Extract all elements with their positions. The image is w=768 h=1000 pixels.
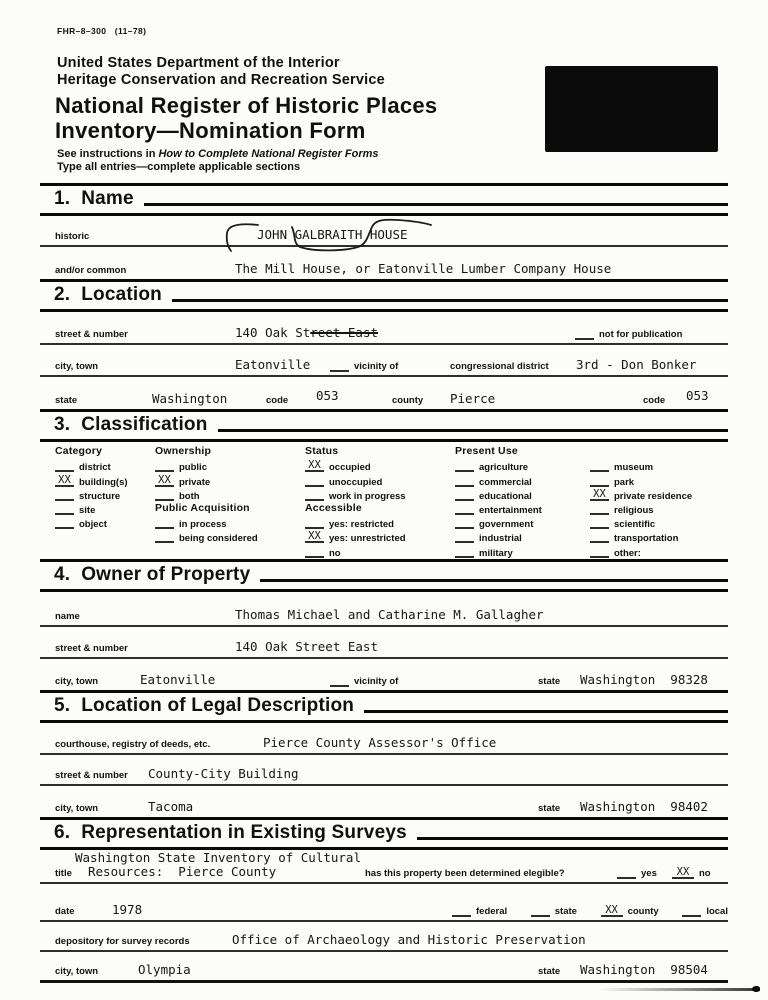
- checkbox-blank: [305, 499, 324, 501]
- owner-state-value: Washington 98328: [580, 672, 708, 687]
- checkbox-blank: [455, 527, 474, 529]
- owner-name-row: [40, 592, 728, 627]
- not-for-publication-option: [575, 329, 682, 340]
- checkbox-blank: [305, 527, 324, 529]
- survey-state-label: state: [538, 966, 561, 977]
- redacted-stamp-box: [545, 66, 718, 152]
- checklist-item-scientific: scientific: [590, 516, 692, 530]
- survey-date-value: 1978: [112, 902, 143, 917]
- eligible-yes-option: [617, 868, 657, 879]
- checkbox-blank: [455, 470, 474, 472]
- checklist-item-private: XX private: [155, 473, 258, 487]
- owner-street-value: 140 Oak Street East: [235, 639, 378, 654]
- county-label: county: [392, 395, 424, 406]
- checkbox-blank: [590, 556, 609, 558]
- checkbox-blank: [55, 527, 74, 529]
- eligible-no-option: [672, 868, 711, 879]
- street-number-value: 140 Oak Street East: [235, 325, 378, 340]
- survey-level-options: [452, 906, 728, 917]
- checkbox-blank: [155, 527, 174, 529]
- section-6-header: [40, 817, 728, 850]
- eligible-no-label: no: [699, 868, 711, 879]
- checkbox-blank: [590, 513, 609, 515]
- instructions-line-1: [57, 148, 379, 160]
- courthouse-row: [40, 723, 728, 755]
- federal-label: federal: [476, 906, 508, 917]
- owner-vicinity-option: [330, 676, 398, 687]
- checklist-item-religious: religious: [590, 502, 692, 516]
- owner-name-label: name: [55, 611, 80, 622]
- status-column: [305, 445, 406, 559]
- checklist-item-transportation: transportation: [590, 530, 692, 544]
- instructions-line-2: Type all entries—complete applicable sections: [57, 161, 301, 173]
- section-6-title: 6. Representation in Existing Surveys: [54, 822, 407, 843]
- heading-rule: [144, 203, 728, 206]
- checkbox-blank: [305, 556, 324, 558]
- checkbox-blank: [330, 370, 349, 372]
- checkbox-blank: [455, 541, 474, 543]
- survey-city-value: Olympia: [138, 962, 191, 977]
- legal-city-value: Tacoma: [148, 799, 194, 814]
- checklist-item-both: both: [155, 488, 258, 502]
- owner-street-row: [40, 627, 728, 659]
- city-town-value: Eatonville: [235, 357, 311, 372]
- county-value: Pierce: [450, 391, 496, 406]
- checkbox-blank: XX: [672, 868, 694, 879]
- checklist-item-unoccupied: unoccupied: [305, 473, 406, 487]
- checklist-item-object: object: [55, 516, 128, 530]
- instructions-manual-title: How to Complete National Register Forms: [158, 148, 379, 160]
- section-4-title: 4. Owner of Property: [54, 564, 251, 585]
- checklist-item-government: government: [455, 516, 542, 530]
- checklist-item-occupied: XX occupied: [305, 459, 406, 473]
- not-for-publication-label: not for publication: [599, 329, 683, 340]
- owner-name-value: Thomas Michael and Catharine M. Gallagher: [235, 607, 544, 622]
- department-line-2: Heritage Conservation and Recreation Service: [57, 72, 385, 88]
- owner-vicinity-label: vicinity of: [354, 676, 399, 687]
- depository-value: Office of Archaeology and Historic Preservation: [232, 932, 586, 947]
- federal-option: [452, 906, 507, 917]
- depository-row: [40, 922, 728, 952]
- checklist-item-yes-unrestricted: XX yes: unrestricted: [305, 530, 406, 544]
- state-code-value: 053: [316, 388, 339, 403]
- present-use-column-1: [455, 445, 542, 559]
- form-title-line-1: National Register of Historic Places: [55, 93, 438, 118]
- common-name-row: [40, 247, 728, 279]
- checklist-item-entertainment: entertainment: [455, 502, 542, 516]
- checklist-item-other: other:: [590, 544, 692, 558]
- congressional-district-value: 3rd - Don Bonker: [576, 357, 697, 372]
- checklist-item-agriculture: agriculture: [455, 459, 542, 473]
- section-2-header: [40, 279, 728, 312]
- checklist-item-district: district: [55, 459, 128, 473]
- section-3-header: [40, 409, 728, 442]
- owner-state-label: state: [538, 676, 561, 687]
- common-name-label: and/or common: [55, 265, 127, 276]
- heading-rule: [364, 710, 728, 713]
- checklist-item-park: park: [590, 473, 692, 487]
- checkbox-blank: XX: [55, 476, 74, 487]
- street-number-row: [40, 312, 728, 345]
- checklist-item-industrial: industrial: [455, 530, 542, 544]
- checkbox-blank: [55, 470, 74, 472]
- classification-grid: [40, 442, 728, 559]
- vicinity-option: [330, 361, 398, 372]
- street-number-label: street & number: [55, 329, 128, 340]
- state-label: state: [55, 395, 78, 406]
- state-value: Washington: [152, 391, 228, 406]
- checkbox-blank: [155, 470, 174, 472]
- survey-date-row: [40, 884, 728, 922]
- section-1-title: 1. Name: [54, 188, 134, 209]
- owner-city-row: [40, 659, 728, 690]
- category-header: Category: [55, 445, 103, 457]
- survey-title-label: title: [55, 868, 72, 879]
- state-option: [531, 906, 577, 917]
- checkbox-blank: [617, 877, 636, 879]
- checkbox-blank: [155, 499, 174, 501]
- checkbox-blank: [452, 915, 471, 917]
- legal-city-row: [40, 786, 728, 817]
- state-county-row: [40, 377, 728, 409]
- depository-label: depository for survey records: [55, 936, 190, 947]
- checkbox-blank: XX: [155, 476, 174, 487]
- historic-value: JOHN GALBRAITH HOUSE: [257, 227, 408, 242]
- local-option-label: local: [706, 906, 728, 917]
- checkbox-blank: [330, 685, 349, 687]
- public-acquisition-header: Public Acquisition: [155, 501, 250, 514]
- local-option: [682, 906, 728, 917]
- checkbox-blank: [575, 338, 594, 340]
- form-body: [40, 183, 728, 983]
- city-town-row: [40, 345, 728, 377]
- checklist-item-museum: museum: [590, 459, 692, 473]
- vicinity-label: vicinity of: [354, 361, 399, 372]
- checklist-item-military: military: [455, 544, 542, 558]
- legal-state-value: Washington 98402: [580, 799, 708, 814]
- courthouse-label: courthouse, registry of deeds, etc.: [55, 739, 211, 750]
- present-use-header: Present Use: [455, 445, 518, 457]
- checklist-item-work-in-progress: work in progress: [305, 488, 406, 502]
- checklist-item-educational: educational: [455, 488, 542, 502]
- form-title-line-2: Inventory—Nomination Form: [55, 118, 366, 143]
- instructions-prefix: See instructions in: [57, 148, 159, 160]
- historic-name-row: [40, 216, 728, 247]
- county-code-label: code: [643, 395, 666, 406]
- checklist-item-private-residence: XX private residence: [590, 488, 692, 502]
- checkbox-blank: [590, 470, 609, 472]
- checkbox-blank: [531, 915, 550, 917]
- courthouse-value: Pierce County Assessor's Office: [263, 735, 497, 750]
- section-3-title: 3. Classification: [54, 414, 208, 435]
- section-5-title: 5. Location of Legal Description: [54, 695, 355, 716]
- survey-title-value-line-2: Resources: Pierce County: [88, 864, 277, 879]
- congressional-district-label: congressional district: [450, 361, 549, 372]
- eligible-yes-label: yes: [641, 868, 657, 879]
- heading-rule: [172, 299, 728, 302]
- checkbox-blank: [590, 541, 609, 543]
- survey-city-row: [40, 952, 728, 983]
- present-use-column-2: [590, 445, 692, 559]
- checklist-item-commercial: commercial: [455, 473, 542, 487]
- checkbox-blank: [455, 556, 474, 558]
- category-column: [55, 445, 128, 530]
- checkbox-blank: [55, 499, 74, 501]
- checkbox-blank: XX: [305, 532, 324, 543]
- legal-street-label: street & number: [55, 770, 128, 781]
- eligible-question-label: has this property been determined elegible?: [365, 868, 565, 879]
- owner-city-value: Eatonville: [140, 672, 216, 687]
- common-name-value: The Mill House, or Eatonville Lumber Company House: [235, 261, 612, 276]
- checkbox-blank: [305, 485, 324, 487]
- checklist-item-in-process: in process: [155, 516, 258, 530]
- checkbox-blank: [682, 915, 701, 917]
- scan-artifact-line: [598, 988, 760, 991]
- form-number: FHR–8–300 (11–78): [57, 26, 147, 36]
- owner-street-label: street & number: [55, 643, 128, 654]
- legal-city-label: city, town: [55, 803, 99, 814]
- legal-street-value: County-City Building: [148, 766, 299, 781]
- checkbox-blank: [455, 485, 474, 487]
- checklist-item-structure: structure: [55, 488, 128, 502]
- checkbox-blank: XX: [305, 461, 324, 472]
- struck-text: reet East: [310, 325, 378, 340]
- survey-title-row: [40, 850, 728, 884]
- checkbox-blank: [590, 527, 609, 529]
- checklist-item-yes-restricted: yes: restricted: [305, 516, 406, 530]
- checkbox-blank: XX: [590, 490, 609, 501]
- ownership-column: [155, 445, 258, 544]
- county-option-label: county: [627, 906, 659, 917]
- state-code-label: code: [266, 395, 289, 406]
- checklist-item-no: no: [305, 544, 406, 558]
- checklist-item-being-considered: being considered: [155, 530, 258, 544]
- page-number: 2: [707, 120, 719, 142]
- county-code-value: 053: [686, 388, 709, 403]
- checklist-item-public: public: [155, 459, 258, 473]
- heading-rule: [218, 429, 728, 432]
- department-line-1: United States Department of the Interior: [57, 55, 340, 71]
- section-2-title: 2. Location: [54, 284, 162, 305]
- legal-state-label: state: [538, 803, 561, 814]
- ownership-header: Ownership: [155, 445, 212, 457]
- heading-rule: [260, 579, 728, 582]
- checklist-item-site: site: [55, 502, 128, 516]
- section-1-header: [40, 183, 728, 216]
- checkbox-blank: [455, 499, 474, 501]
- heading-rule: [417, 837, 728, 840]
- checkbox-blank: [455, 513, 474, 515]
- city-town-label: city, town: [55, 361, 99, 372]
- checkbox-blank: [155, 541, 174, 543]
- legal-street-row: [40, 755, 728, 786]
- checkbox-blank: [590, 485, 609, 487]
- section-5-header: [40, 690, 728, 723]
- section-4-header: [40, 559, 728, 592]
- accessible-header: Accessible: [305, 501, 362, 514]
- state-option-label: state: [554, 906, 577, 917]
- checkbox-blank: XX: [601, 906, 623, 917]
- column-spacer: [590, 445, 692, 459]
- owner-city-label: city, town: [55, 676, 99, 687]
- survey-state-value: Washington 98504: [580, 962, 708, 977]
- status-header: Status: [305, 445, 339, 457]
- historic-label: historic: [55, 231, 90, 242]
- county-option: [601, 906, 659, 917]
- checkbox-blank: [55, 513, 74, 515]
- checklist-item-buildings: XX building(s): [55, 473, 128, 487]
- survey-date-label: date: [55, 906, 75, 917]
- survey-city-label: city, town: [55, 966, 99, 977]
- survey-title-value-line-1: Washington State Inventory of Cultural: [75, 850, 361, 865]
